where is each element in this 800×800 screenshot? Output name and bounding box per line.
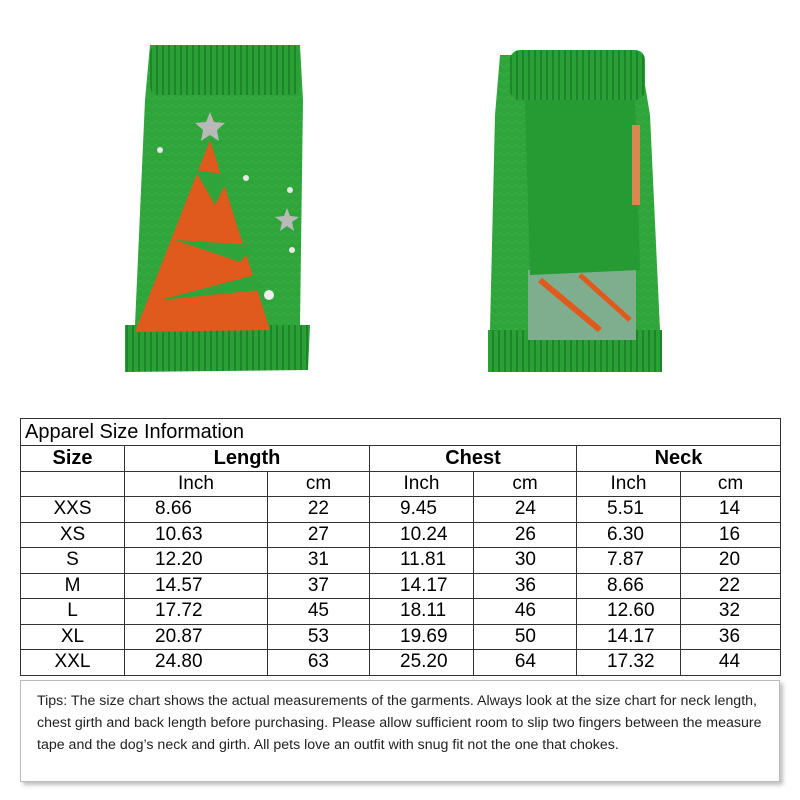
table-row <box>21 599 781 625</box>
unit-row <box>21 471 781 497</box>
chest-cm: 30 <box>474 548 577 574</box>
neck-cm: 44 <box>681 650 781 676</box>
neck-cm: 22 <box>681 573 781 599</box>
neck-cm: 36 <box>681 624 781 650</box>
neck-cm: 14 <box>681 497 781 523</box>
unit-length-cm: cm <box>268 471 370 497</box>
chest-cm: 36 <box>474 573 577 599</box>
neck-inch: 7.87 <box>577 548 681 574</box>
size-label: XXL <box>21 650 125 676</box>
unit-neck-cm: cm <box>681 471 781 497</box>
table-caption: Apparel Size Information <box>21 419 781 446</box>
size-label: S <box>21 548 125 574</box>
neck-inch: 14.17 <box>577 624 681 650</box>
chest-cm: 64 <box>474 650 577 676</box>
chest-inch: 10.24 <box>370 522 474 548</box>
length-cm: 37 <box>268 573 370 599</box>
header-neck: Neck <box>577 446 781 472</box>
chest-inch: 19.69 <box>370 624 474 650</box>
unit-chest-cm: cm <box>474 471 577 497</box>
neck-cm: 20 <box>681 548 781 574</box>
neck-inch: 12.60 <box>577 599 681 625</box>
length-cm: 63 <box>268 650 370 676</box>
neck-cm: 16 <box>681 522 781 548</box>
length-inch: 17.72 <box>125 599 268 625</box>
table-row <box>21 522 781 548</box>
sweater-back <box>488 50 662 372</box>
length-cm: 22 <box>268 497 370 523</box>
header-length: Length <box>125 446 370 472</box>
neck-cm: 32 <box>681 599 781 625</box>
length-cm: 45 <box>268 599 370 625</box>
length-inch: 10.63 <box>125 522 268 548</box>
empty-cell <box>21 471 125 497</box>
table-row <box>21 548 781 574</box>
unit-length-inch: Inch <box>125 471 268 497</box>
header-size: Size <box>21 446 125 472</box>
length-cm: 53 <box>268 624 370 650</box>
size-table <box>20 418 781 676</box>
length-inch: 24.80 <box>125 650 268 676</box>
chest-cm: 26 <box>474 522 577 548</box>
neck-inch: 6.30 <box>577 522 681 548</box>
chest-cm: 50 <box>474 624 577 650</box>
table-row <box>21 573 781 599</box>
size-label: M <box>21 573 125 599</box>
table-row <box>21 497 781 523</box>
length-inch: 14.57 <box>125 573 268 599</box>
table-row <box>21 650 781 676</box>
table-row <box>21 624 781 650</box>
chest-inch: 14.17 <box>370 573 474 599</box>
chest-cm: 24 <box>474 497 577 523</box>
length-inch: 8.66 <box>125 497 268 523</box>
length-cm: 27 <box>268 522 370 548</box>
unit-neck-inch: Inch <box>577 471 681 497</box>
size-label: XXS <box>21 497 125 523</box>
length-inch: 12.20 <box>125 548 268 574</box>
size-label: L <box>21 599 125 625</box>
header-chest: Chest <box>370 446 577 472</box>
length-cm: 31 <box>268 548 370 574</box>
neck-inch: 5.51 <box>577 497 681 523</box>
chest-inch: 18.11 <box>370 599 474 625</box>
chest-inch: 11.81 <box>370 548 474 574</box>
chest-cm: 46 <box>474 599 577 625</box>
size-label: XS <box>21 522 125 548</box>
chest-inch: 25.20 <box>370 650 474 676</box>
unit-chest-inch: Inch <box>370 471 474 497</box>
neck-inch: 17.32 <box>577 650 681 676</box>
sweater-front <box>125 45 310 372</box>
neck-inch: 8.66 <box>577 573 681 599</box>
size-label: XL <box>21 624 125 650</box>
tips-text: Tips: The size chart shows the actual measurements of the garments. Always look at the size chart for neck length, chest girth and back length before purchasing. Please allow sufficient room to slip two fingers between the measure tape and the dog’s neck and girth. All pets love an outfit with snug fit not the one that chokes. <box>20 680 780 782</box>
length-inch: 20.87 <box>125 624 268 650</box>
chest-inch: 9.45 <box>370 497 474 523</box>
